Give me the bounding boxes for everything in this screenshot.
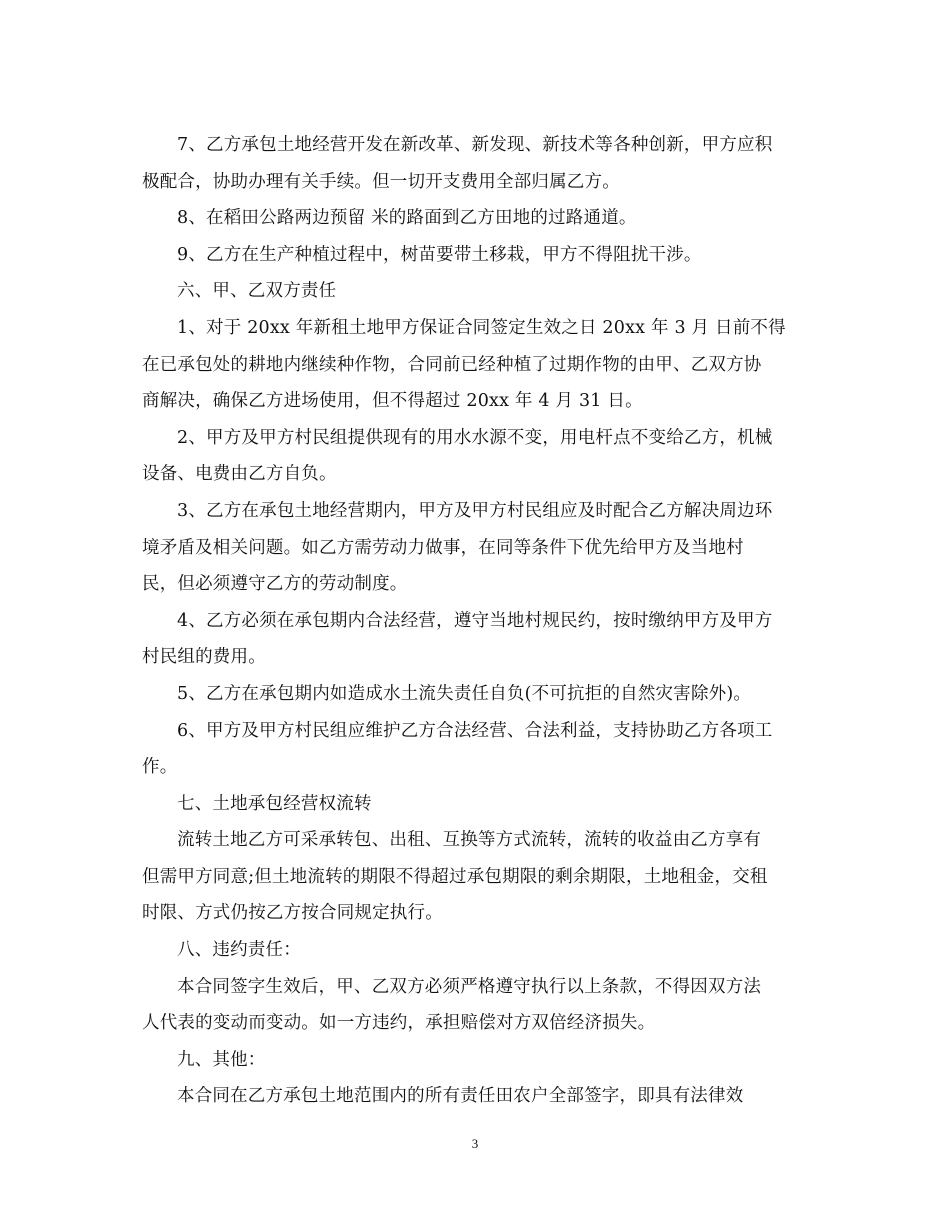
text-line: 3、乙方在承包土地经营期内，甲方及甲方村民组应及时配合乙方解决周边环 (177, 500, 773, 521)
text-line: 村民组的费用。 (142, 647, 266, 668)
page-number: 3 (471, 1136, 479, 1151)
text-line: 流转土地乙方可采承转包、出租、互换等方式流转，流转的收益由乙方享有 (177, 830, 762, 851)
text-line: 6、甲方及甲方村民组应维护乙方合法经营、合法利益，支持协助乙方各项工 (177, 720, 773, 741)
text-line: 商解决，确保乙方进场使用，但不得超过 20xx 年 4 月 31 日。 (142, 391, 643, 412)
text-line: 5、乙方在承包期内如造成水土流失责任自负(不可抗拒的自然灾害除外)。 (177, 683, 752, 704)
section-heading: 六、甲、乙双方责任 (177, 281, 337, 302)
text-line: 作。 (142, 757, 178, 778)
text-line: 在已承包处的耕地内继续种作物，合同前已经种植了过期作物的由甲、乙双方协 (142, 354, 762, 375)
text-line: 本合同在乙方承包土地范围内的所有责任田农户全部签字，即具有法律效 (177, 1086, 744, 1107)
text-line: 时限、方式仍按乙方按合同规定执行。 (142, 903, 443, 924)
section-heading: 七、土地承包经营权流转 (177, 793, 372, 814)
text-line: 境矛盾及相关问题。如乙方需劳动力做事，在同等条件下优先给甲方及当地村 (142, 537, 744, 558)
document-body (142, 127, 812, 1115)
text-line: 人代表的变动而变动。如一方违约，承担赔偿对方双倍经济损失。 (142, 1013, 656, 1034)
section-heading: 九、其他： (177, 1049, 266, 1070)
text-line: 设备、电费由乙方自负。 (142, 464, 337, 485)
text-line: 2、甲方及甲方村民组提供现有的用水水源不变，用电杆点不变给乙方，机械 (177, 427, 773, 448)
text-line: 9、乙方在生产种植过程中，树苗要带土移栽，甲方不得阻扰干涉。 (177, 244, 702, 265)
text-line: 8、在稻田公路两边预留 米的路面到乙方田地的过路通道。 (177, 208, 637, 229)
text-line: 4、乙方必须在承包期内合法经营，遵守当地村规民约，按时缴纳甲方及甲方 (177, 610, 773, 631)
text-line: 极配合，协助办理有关手续。但一切开支费用全部归属乙方。 (142, 171, 620, 192)
text-line: 本合同签字生效后，甲、乙双方必须严格遵守执行以上条款，不得因双方法 (177, 976, 762, 997)
text-line: 民，但必须遵守乙方的劳动制度。 (142, 574, 408, 595)
text-line: 7、乙方承包土地经营开发在新改革、新发现、新技术等各种创新，甲方应积 (177, 135, 773, 155)
text-line: 1、对于 20xx 年新租土地甲方保证合同签定生效之日 20xx 年 3 月 日前不得 (177, 317, 786, 338)
section-heading: 八、违约责任： (177, 940, 301, 961)
text-line: 但需甲方同意;但土地流转的期限不得超过承包期限的剩余期限，土地租金，交租 (142, 866, 768, 887)
